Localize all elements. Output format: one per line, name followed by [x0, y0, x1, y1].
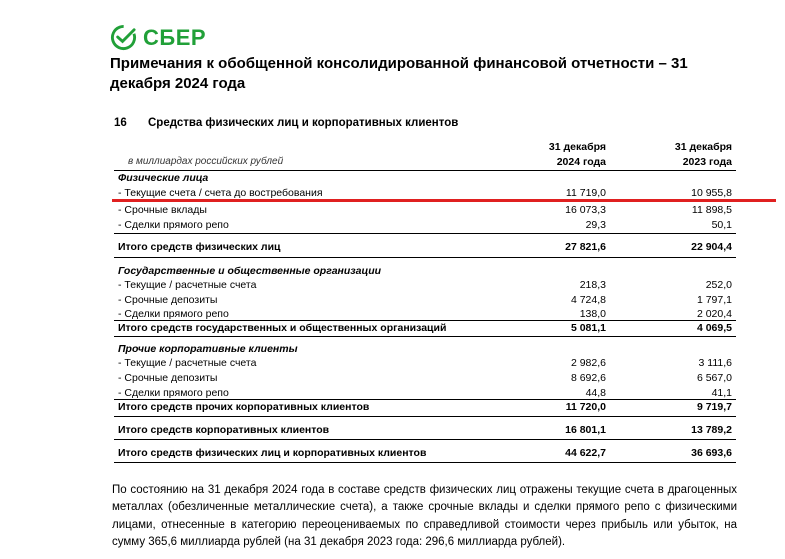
row-label: - Текущие / расчетные счета: [118, 279, 257, 291]
table-row-total: [114, 400, 736, 414]
value-2023: 10 955,8: [691, 187, 732, 199]
table-row-grand-total: [114, 446, 736, 460]
table-row: [114, 371, 736, 385]
table-row: [114, 203, 736, 217]
value-2023: 22 904,4: [691, 241, 732, 253]
row-label: - Срочные депозиты: [118, 372, 218, 384]
table-row: [114, 218, 736, 232]
column-header-line: 2023 года: [682, 156, 732, 168]
row-label: Итого средств физических лиц: [118, 241, 281, 253]
table-row-total: [114, 240, 736, 254]
table-row-category: [114, 171, 736, 185]
value-2023: 3 111,6: [698, 357, 732, 369]
table-rule: [114, 416, 736, 417]
note-paragraph: По состоянию на 31 декабря 2024 года в составе средств физических лиц отражены текущие счета в драгоценных металлах (обезличенные металлические счета), а также срочные вклады и сделки прямого репо с физическими лицами, отнесенные в категорию переоцениваемых по справедливой стоимости через прибыль или убыток, на сумму 365,6 миллиарда рублей (на 31 декабря 2023 года: 296,6 миллиарда рублей).: [112, 484, 737, 549]
value-2024: 16 801,1: [565, 424, 606, 436]
value-2024: 138,0: [579, 308, 606, 320]
value-2024: 11 719,0: [565, 187, 606, 199]
row-label: - Срочные депозиты: [118, 294, 218, 306]
table-rule: [114, 233, 736, 234]
value-2024: 2 982,6: [570, 357, 606, 369]
value-2024: 44,8: [585, 387, 606, 399]
table-row: [114, 186, 736, 200]
value-2024: 8 692,6: [570, 372, 606, 384]
value-2024: 44 622,7: [565, 447, 606, 459]
row-label: - Сделки прямого репо: [118, 219, 229, 231]
page-title: Примечания к обобщенной консолидированной финансовой отчетности – 31 декабря 2024 года: [110, 55, 688, 92]
value-2024: 5 081,1: [570, 322, 606, 334]
column-header-2024: [520, 140, 606, 170]
row-label: - Срочные вклады: [118, 204, 207, 216]
brand-name: СБЕР: [143, 24, 207, 50]
table-row: [114, 356, 736, 370]
table-row-total: [114, 321, 736, 335]
section-title: Средства физических лиц и корпоративных клиентов: [148, 117, 459, 129]
value-2023: 1 797,1: [696, 294, 732, 306]
value-2024: 218,3: [579, 279, 606, 291]
value-2023: 9 719,7: [696, 401, 732, 413]
value-2023: 2 020,4: [696, 308, 732, 320]
highlight-underline: [112, 199, 776, 202]
row-label: Итого средств физических лиц и корпоративных клиентов: [118, 447, 427, 459]
value-2023: 36 693,6: [691, 447, 732, 459]
column-header-line: 2024 года: [556, 156, 606, 168]
row-label: Итого средств государственных и общественных организаций: [118, 322, 447, 334]
row-label: Физические лица: [118, 172, 209, 184]
section-heading: [114, 117, 458, 129]
row-label: Итого средств прочих корпоративных клиентов: [118, 401, 370, 413]
value-2023: 252,0: [705, 279, 732, 291]
unit-note: в миллиардах российских рублей: [128, 156, 284, 167]
table-rule: [114, 336, 736, 337]
value-2024: 27 821,6: [565, 241, 606, 253]
value-2023: 13 789,2: [691, 424, 732, 436]
column-header-line: 31 декабря: [548, 141, 606, 153]
table-row-category: [114, 342, 736, 356]
value-2023: 6 567,0: [696, 372, 732, 384]
table-row: [114, 307, 736, 321]
table-rule: [114, 462, 736, 463]
row-label: - Текущие счета / счета до востребования: [118, 187, 323, 199]
value-2024: 29,3: [585, 219, 606, 231]
sber-logo: [110, 24, 206, 51]
section-number: 16: [114, 117, 127, 129]
column-header-line: 31 декабря: [674, 141, 732, 153]
value-2023: 50,1: [711, 219, 732, 231]
table-rule: [114, 257, 736, 258]
value-2023: 4 069,5: [696, 322, 732, 334]
value-2024: 4 724,8: [570, 294, 606, 306]
value-2024: 11 720,0: [565, 401, 606, 413]
value-2024: 16 073,3: [565, 204, 606, 216]
sber-logo-icon: [110, 24, 137, 51]
row-label: Прочие корпоративные клиенты: [118, 343, 298, 355]
table-rule: [114, 439, 736, 440]
table-row: [114, 386, 736, 400]
value-2023: 11 898,5: [691, 204, 732, 216]
column-header-2023: [646, 140, 732, 170]
row-label: - Текущие / расчетные счета: [118, 357, 257, 369]
row-label: - Сделки прямого репо: [118, 308, 229, 320]
value-2023: 41,1: [711, 387, 732, 399]
row-label: Итого средств корпоративных клиентов: [118, 424, 330, 436]
table-row: [114, 293, 736, 307]
table-row-category: [114, 264, 736, 278]
row-label: Государственные и общественные организации: [118, 265, 382, 277]
table-row-total: [114, 423, 736, 437]
row-label: - Сделки прямого репо: [118, 387, 229, 399]
table-row: [114, 278, 736, 292]
